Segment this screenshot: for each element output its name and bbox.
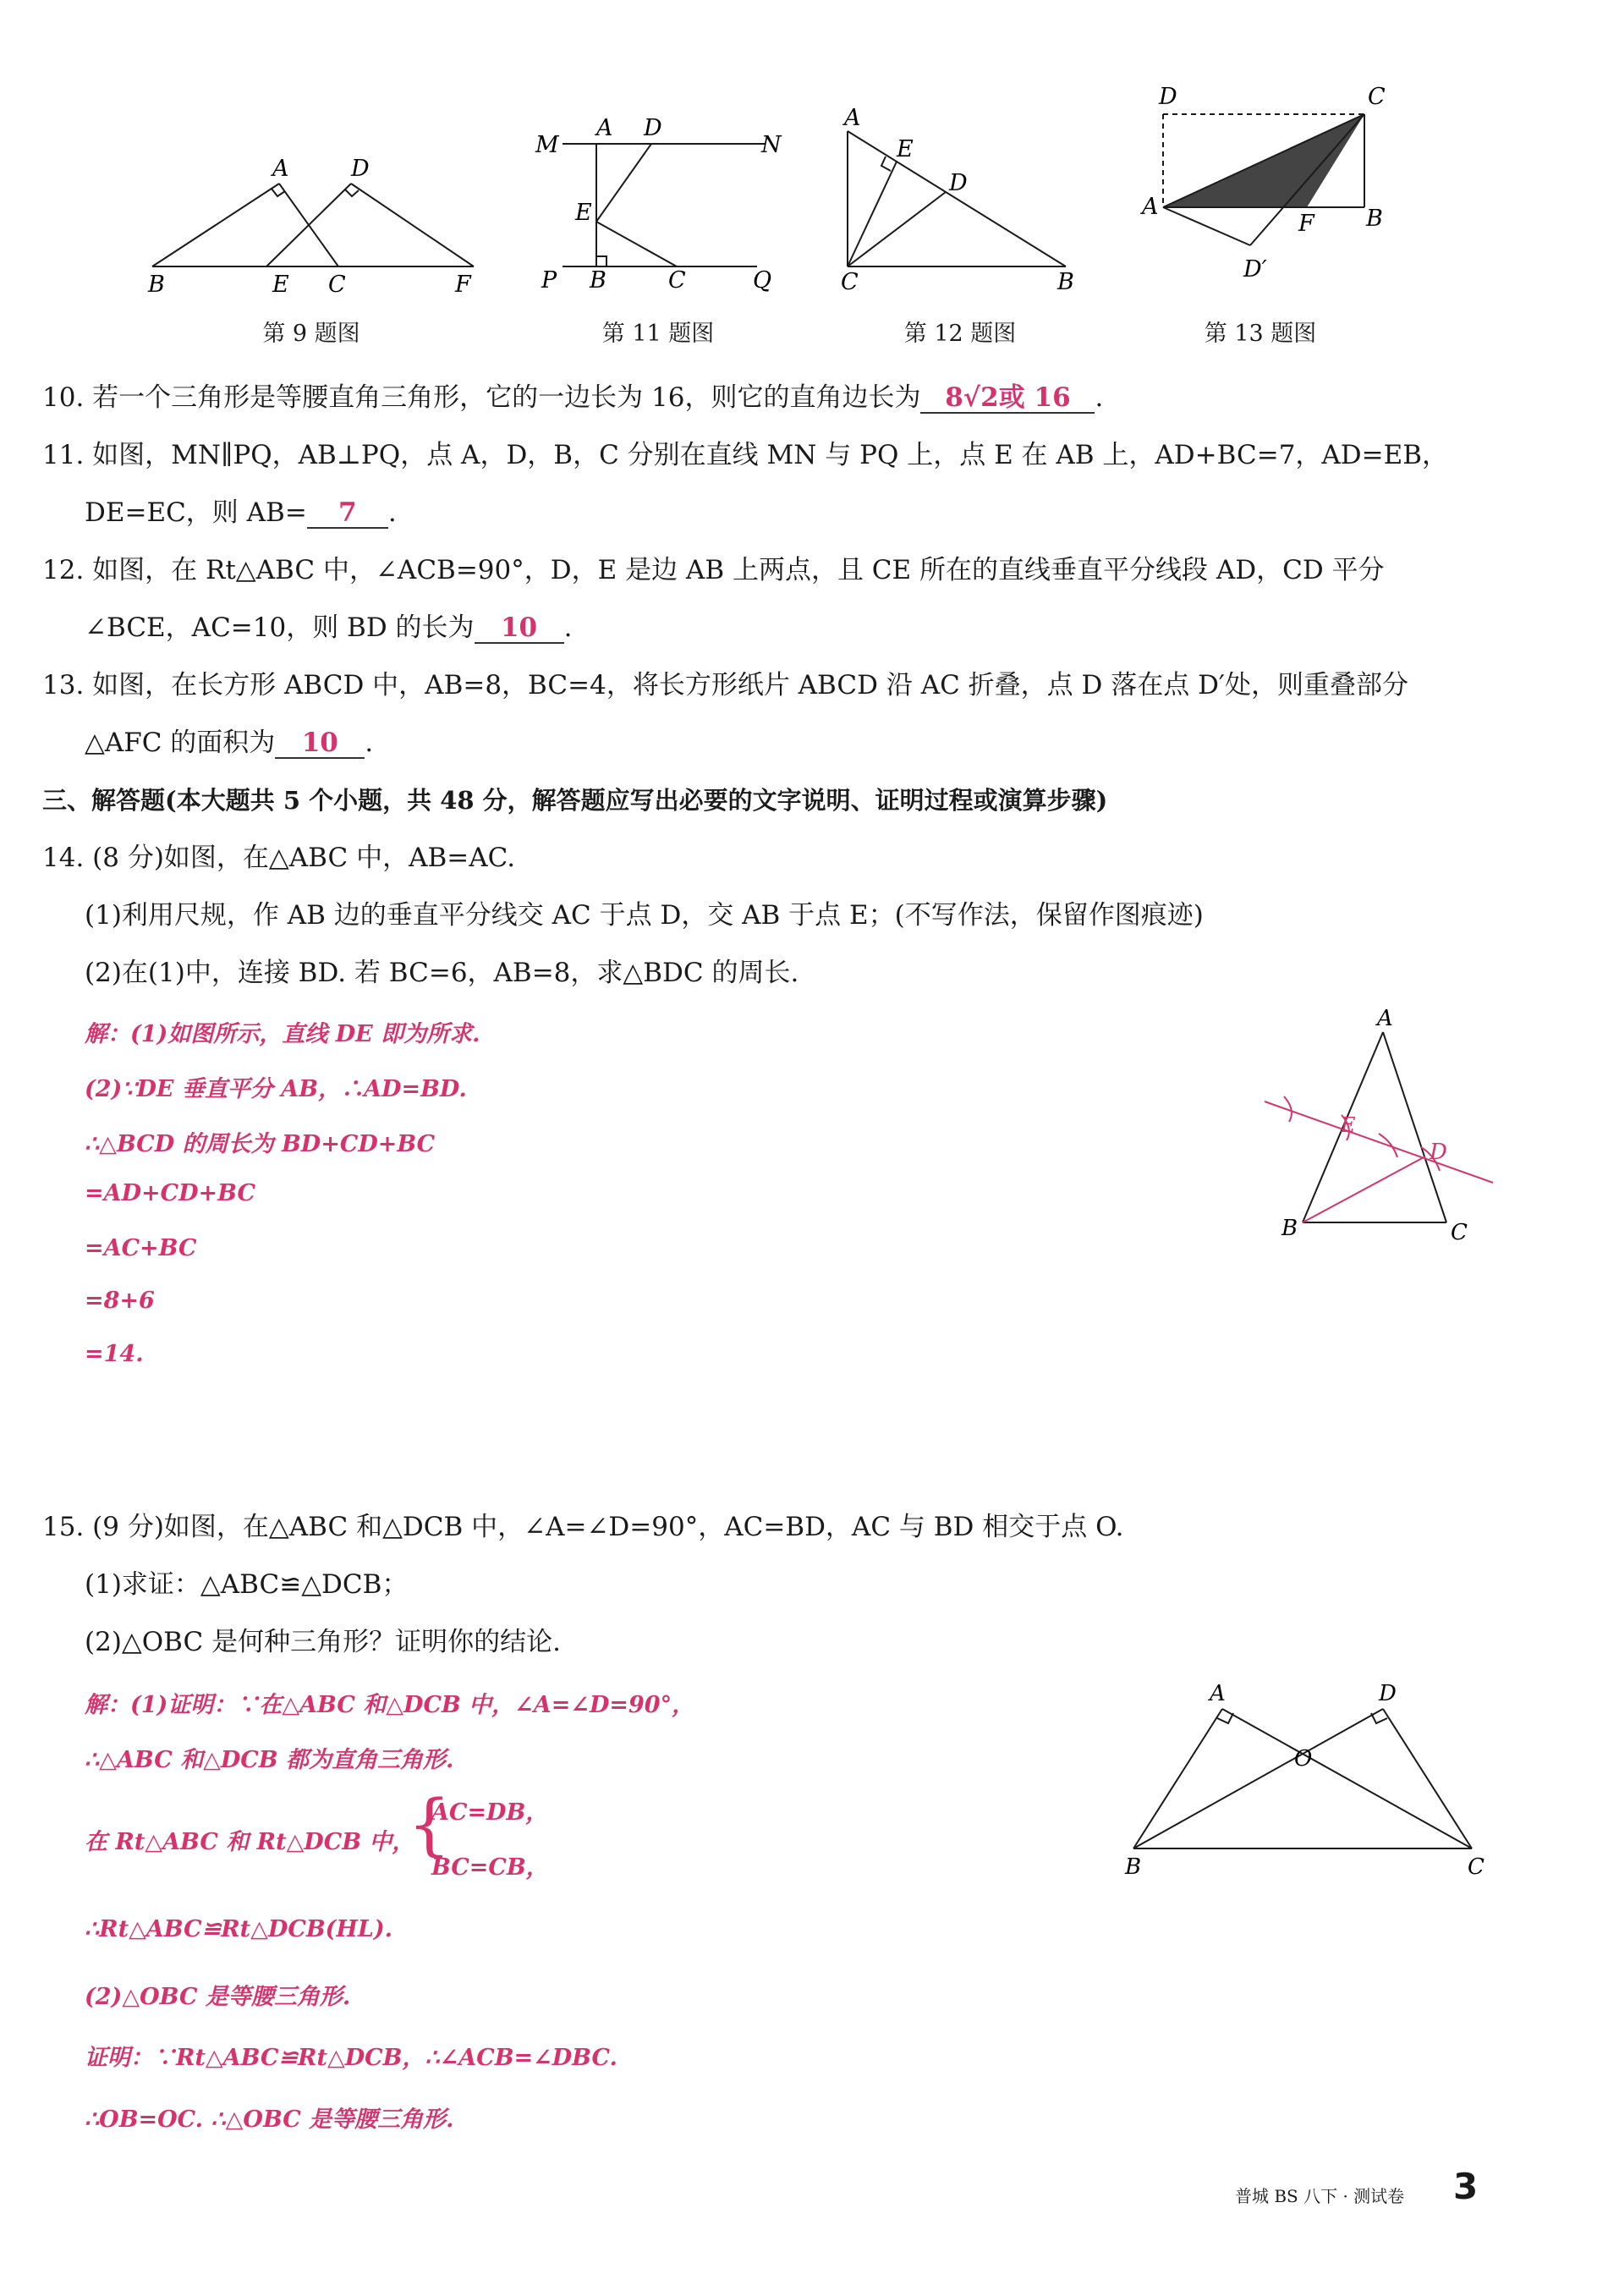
q12-answer: 10 — [475, 613, 564, 644]
fig12-label-D: D — [949, 170, 968, 196]
fig12-label-B: B — [1057, 269, 1074, 295]
fig14-label-B: B — [1281, 1216, 1298, 1241]
fig11-caption: 第 11 题图 — [601, 321, 715, 347]
q13-line2-text: △AFC 的面积为 — [85, 728, 276, 758]
fig13-label-B: B — [1366, 206, 1383, 232]
fig11-label-M: M — [535, 132, 559, 158]
figure-12 — [829, 102, 1083, 300]
q13-answer: 10 — [275, 728, 365, 759]
fig15-label-C: C — [1468, 1854, 1485, 1880]
q15-brace: { — [408, 1785, 451, 1864]
fig11-label-D: D — [644, 115, 662, 141]
q15-solution-line-6: 证明：∵Rt△ABC≌Rt△DCB，∴∠ACB=∠DBC. — [85, 2045, 617, 2071]
q13-end: . — [365, 728, 374, 758]
fig9-label-C: C — [328, 272, 346, 298]
fig9-label-A: A — [272, 156, 289, 182]
question-14-stem: 14. (8 分)如图，在△ABC 中，AB=AC. — [42, 843, 516, 873]
q15-solution-line-2: ∴△ABC 和△DCB 都为直角三角形. — [85, 1747, 454, 1773]
fig9-label-D: D — [351, 156, 370, 182]
question-11-line1: 11. 如图，MN∥PQ，AB⊥PQ，点 A，D，B，C 分别在直线 MN 与 PQ 上，点 E 在 AB 上，AD+BC=7，AD=EB， — [42, 440, 1449, 470]
fig12-caption: 第 12 题图 — [903, 321, 1017, 347]
fig14-label-D: D — [1430, 1140, 1447, 1165]
fig13-label-D: D — [1159, 84, 1177, 110]
footer-text: 普城 BS 八下 · 测试卷 — [1235, 2186, 1405, 2206]
fig11-label-P: P — [541, 267, 557, 294]
fig15-label-D: D — [1379, 1681, 1397, 1706]
figure-11 — [529, 110, 791, 300]
question-13-line2 — [85, 726, 373, 760]
page-number: 3 — [1453, 2166, 1479, 2207]
fig15-label-B: B — [1125, 1854, 1142, 1880]
fig13-label-A: A — [1142, 194, 1159, 220]
q10-text: 10. 若一个三角形是等腰直角三角形，它的一边长为 16，则它的直角边长为 — [42, 382, 921, 413]
q14-solution-line-6: =8+6 — [85, 1288, 155, 1314]
fig14-label-E: E — [1341, 1113, 1356, 1137]
q14-solution-line-4: =AD+CD+BC — [85, 1180, 255, 1206]
question-14-part2: (2)在(1)中，连接 BD. 若 BC=6，AB=8，求△BDC 的周长. — [85, 958, 799, 988]
q15-solution-line-4: ∴Rt△ABC≌Rt△DCB(HL). — [85, 1916, 393, 1942]
fig11-label-E: E — [575, 200, 592, 226]
fig11-label-N: N — [761, 132, 782, 158]
fig12-label-E: E — [897, 136, 914, 162]
q12-end: . — [563, 612, 573, 643]
q15-solution-line-5: (2)△OBC 是等腰三角形. — [85, 1984, 351, 2010]
q15-solution-line-3b: BC=CB， — [431, 1854, 549, 1881]
fig9-label-E: E — [272, 272, 289, 298]
fig15-label-O: O — [1294, 1746, 1313, 1771]
q11-answer: 7 — [307, 498, 388, 529]
fig13-label-F: F — [1298, 211, 1314, 237]
question-15-stem: 15. (9 分)如图，在△ABC 和△DCB 中，∠A=∠D=90°，AC=BD，AC 与 BD 相交于点 O. — [42, 1512, 1124, 1542]
q14-solution-line-5: =AC+BC — [85, 1235, 197, 1261]
q14-solution-line-3: ∴△BCD 的周长为 BD+CD+BC — [85, 1131, 436, 1157]
fig9-label-F: F — [455, 272, 471, 298]
question-10 — [42, 381, 1103, 415]
q11-line2-text: DE=EC，则 AB= — [85, 497, 307, 528]
question-14-part1: (1)利用尺规，作 AB 边的垂直平分线交 AC 于点 D，交 AB 于点 E；(不写作法，保留作图痕迹) — [85, 900, 1204, 931]
question-11-line2 — [85, 496, 397, 530]
fig13-label-C: C — [1368, 84, 1386, 110]
q14-solution-line-7: =14. — [85, 1341, 144, 1367]
question-15-part1: (1)求证：△ABC≌△DCB； — [85, 1569, 409, 1600]
fig15-label-A: A — [1210, 1681, 1226, 1706]
question-13-line1: 13. 如图，在长方形 ABCD 中，AB=8，BC=4，将长方形纸片 ABCD 沿 AC 折叠，点 D 落在点 D′处，则重叠部分 — [42, 670, 1408, 700]
fig12-label-A: A — [844, 105, 861, 131]
figure-9 — [144, 152, 482, 300]
question-12-line2 — [85, 611, 572, 645]
question-12-line1: 12. 如图，在 Rt△ABC 中，∠ACB=90°，D，E 是边 AB 上两点，且 CE 所在的直线垂直平分线段 AD，CD 平分 — [42, 555, 1385, 585]
fig11-label-B: B — [590, 267, 606, 294]
fig11-label-C: C — [668, 267, 686, 294]
fig14-label-C: C — [1451, 1220, 1468, 1245]
q10-answer: 8√2或 16 — [920, 383, 1095, 414]
q14-solution-line-2: (2)∵DE 垂直平分 AB，∴AD=BD. — [85, 1076, 467, 1102]
q15-solution-line-3: 在 Rt△ABC 和 Rt△DCB 中， — [85, 1829, 415, 1855]
q14-solution-line-1: 解：(1)如图所示，直线 DE 即为所求. — [85, 1021, 480, 1047]
q10-end: . — [1095, 382, 1104, 413]
section-3-header: 三、解答题(本大题共 5 个小题，共 48 分，解答题应写出必要的文字说明、证明过程或演算步骤) — [42, 786, 1108, 815]
q15-solution-line-1: 解：(1)证明：∵在△ABC 和△DCB 中，∠A=∠D=90°， — [85, 1692, 695, 1718]
fig13-label-Dprime: D′ — [1243, 256, 1267, 283]
q12-line2-text: ∠BCE，AC=10，则 BD 的长为 — [85, 612, 475, 643]
fig11-label-A: A — [596, 115, 613, 141]
fig14-label-A: A — [1377, 1007, 1393, 1031]
fig11-label-Q: Q — [753, 267, 772, 294]
figure-13 — [1125, 80, 1404, 300]
figure-14 — [1260, 1007, 1506, 1252]
q15-solution-line-3a: AC=DB， — [431, 1799, 549, 1826]
fig9-caption: 第 9 题图 — [262, 321, 360, 347]
fig12-label-C: C — [841, 269, 859, 295]
q11-end: . — [387, 497, 397, 528]
fig13-caption: 第 13 题图 — [1204, 321, 1317, 347]
question-15-part2: (2)△OBC 是何种三角形？证明你的结论. — [85, 1627, 561, 1657]
fig9-label-B: B — [148, 272, 165, 298]
q15-solution-line-7: ∴OB=OC. ∴△OBC 是等腰三角形. — [85, 2106, 454, 2133]
figure-15 — [1117, 1671, 1497, 1882]
